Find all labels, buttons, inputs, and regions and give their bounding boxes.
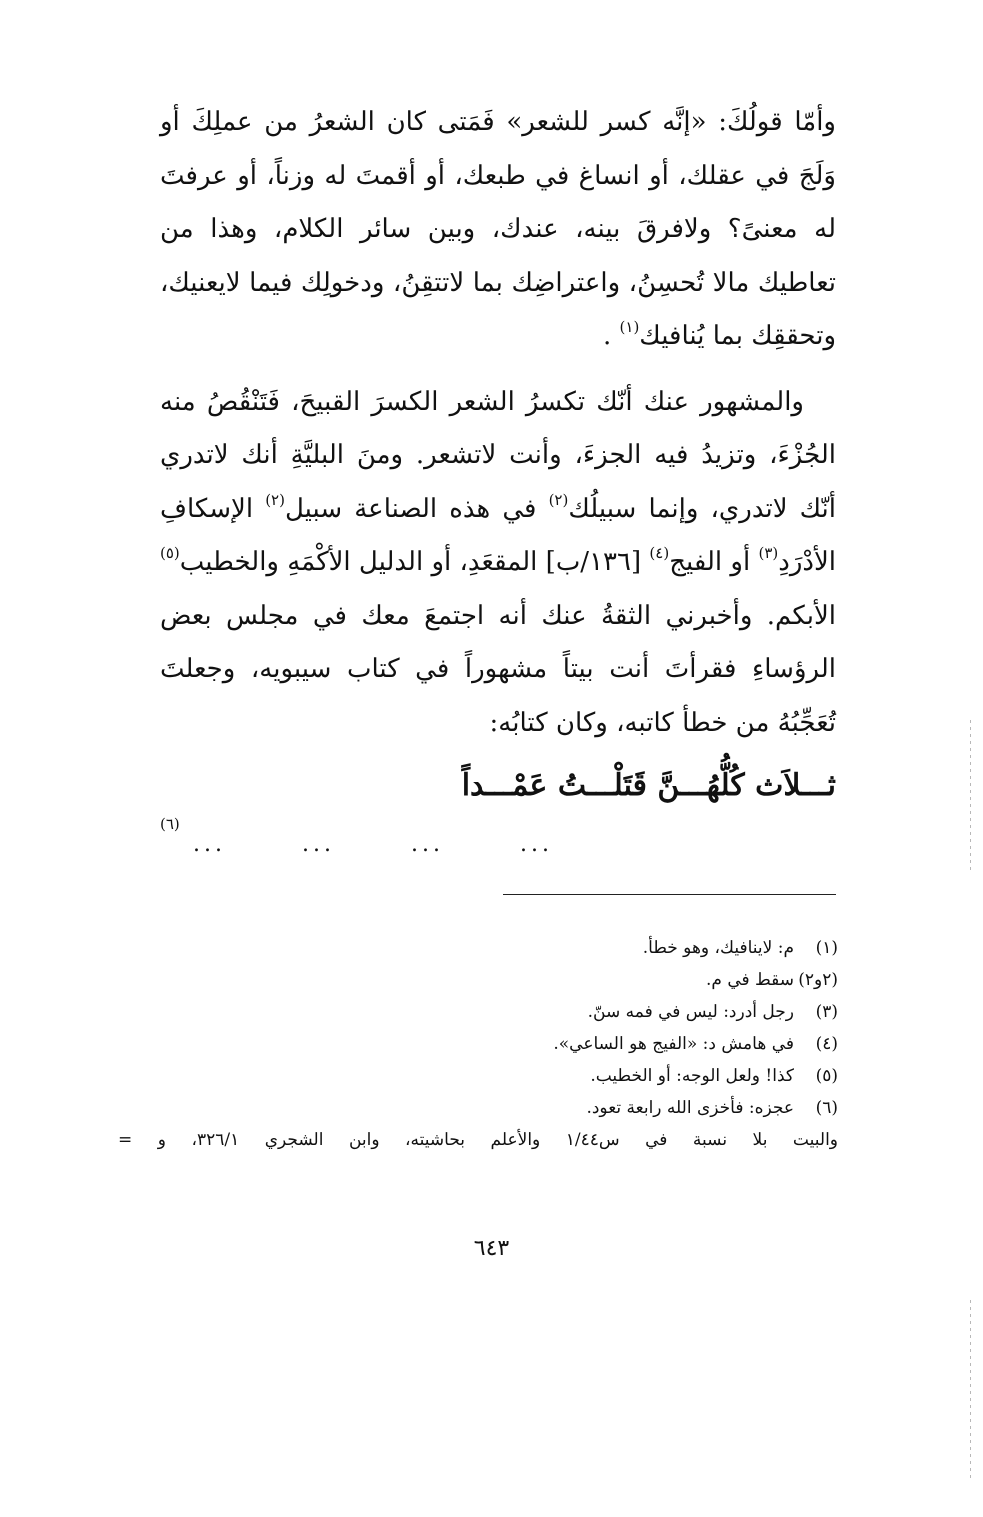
footnote-marker: (٢) bbox=[265, 490, 285, 509]
verse-footnote-marker: (٦) bbox=[160, 815, 180, 833]
text-segment: أو الفيج bbox=[669, 547, 759, 577]
text-segment: في هذه الصناعة سبيل bbox=[284, 493, 549, 524]
verse-ellipsis bbox=[193, 832, 553, 857]
text-segment: [١٣٦/ب] المقعَدِ، أو الدليل الأكْمَهِ والخطيب bbox=[179, 547, 650, 577]
footnote-marker: (١) bbox=[619, 318, 640, 336]
footnote bbox=[118, 964, 838, 996]
ellipsis-group: ... bbox=[411, 832, 444, 857]
footnote-number: (٤) bbox=[815, 1034, 838, 1054]
footnote-number: (٥) bbox=[815, 1066, 838, 1086]
page-number: ٦٤٣ bbox=[473, 1236, 510, 1261]
ellipsis-group: ... bbox=[520, 832, 553, 857]
footnote-marker: (٣) bbox=[758, 544, 779, 562]
footnote-number: (٣) bbox=[815, 1002, 838, 1022]
footnote bbox=[118, 1060, 838, 1092]
footnote-continuation: والبيت بلا نسبة في س١/٤٤ والأعلم بحاشيته، وابن الشجري ٣٢٦/١، و = bbox=[118, 1130, 838, 1150]
text-segment: الإسكافِ الأدْرَدِ bbox=[160, 493, 836, 577]
paragraph bbox=[160, 376, 836, 751]
text-segment: والمشهور عنك أنّك تكسرُ الشعر الكسرَ القبيحَ، فَتَنْقُصُ منه الجُزْءَ، وتزيدُ فيه الجزءَ، وأنت لاتشعر. ومنَ البليَّةِ أنك لاتدري أنّك لاتدري، وإنما سبيلُك bbox=[160, 386, 837, 524]
footnote bbox=[118, 1028, 838, 1060]
footnotes bbox=[118, 932, 838, 1156]
footnote-text: م: لاينافيك، وهو خطأ. bbox=[642, 938, 794, 958]
paragraph bbox=[160, 96, 836, 364]
footnote-text: كذا! ولعل الوجه: أو الخطيب. bbox=[590, 1066, 794, 1086]
footnote bbox=[118, 932, 838, 964]
scan-edge-bottom bbox=[970, 1300, 971, 1480]
footnote-number: (٦) bbox=[815, 1098, 838, 1118]
footnote-marker: (٥) bbox=[160, 544, 180, 562]
footnote-separator bbox=[503, 894, 836, 895]
verse-line: ثـــلاَث كُلُّهُـــنَّ قَتَلْـــتُ عَمْـــداً bbox=[461, 768, 836, 803]
footnote bbox=[118, 996, 838, 1028]
text-segment: وأمّا قولُكَ: «إنَّه كسر للشعر» فَمَتى كان الشعرُ من عملِكَ أو وَلَجَ في عقلك، أو انساغ في طبعك، أو أقمتَ له وزناً، أو عرفتَ له معنىً؟ ولافرقَ بينه، عندك، وبين سائر الكلام، وهذا من تعاطيك مالا تُحسِنُ، واعتراضِك بما لاتتقِنُ، ودخولِك فيما لايعنيك، وتحققِك بما يُنافيك bbox=[160, 107, 836, 351]
ellipsis-group: ... bbox=[302, 832, 335, 857]
footnote-text: عجزه: فأخزى الله رابعة تعود. bbox=[586, 1098, 794, 1118]
footnote-text: رجل أدرد: ليس في فمه سنّ. bbox=[587, 1002, 794, 1022]
scan-edge-top bbox=[970, 720, 971, 870]
text-segment: . bbox=[602, 321, 620, 351]
footnote-marker: (٤) bbox=[649, 544, 670, 562]
text-segment: الأبكم. وأخبرني الثقةُ عنك أنه اجتمعَ معك في مجلس بعض الرؤساءِ فقرأتَ أنت بيتاً مشهوراً في كتاب سيبويه، وجعلتَ تُعَجِّبُهُ من خطأ كاتبه، وكان كتابُه: bbox=[160, 600, 836, 738]
footnote-text: في هامش د: «الفيج هو الساعي». bbox=[553, 1034, 794, 1054]
footnote-text: سقط في م. bbox=[705, 970, 794, 990]
footnote-marker: (٢) bbox=[548, 490, 569, 509]
footnote-number: (١) bbox=[815, 938, 838, 958]
footnote-number: (٢و٢) bbox=[798, 970, 838, 990]
main-text bbox=[160, 96, 836, 750]
footnote bbox=[118, 1092, 838, 1124]
ellipsis-group: ... bbox=[193, 832, 226, 857]
